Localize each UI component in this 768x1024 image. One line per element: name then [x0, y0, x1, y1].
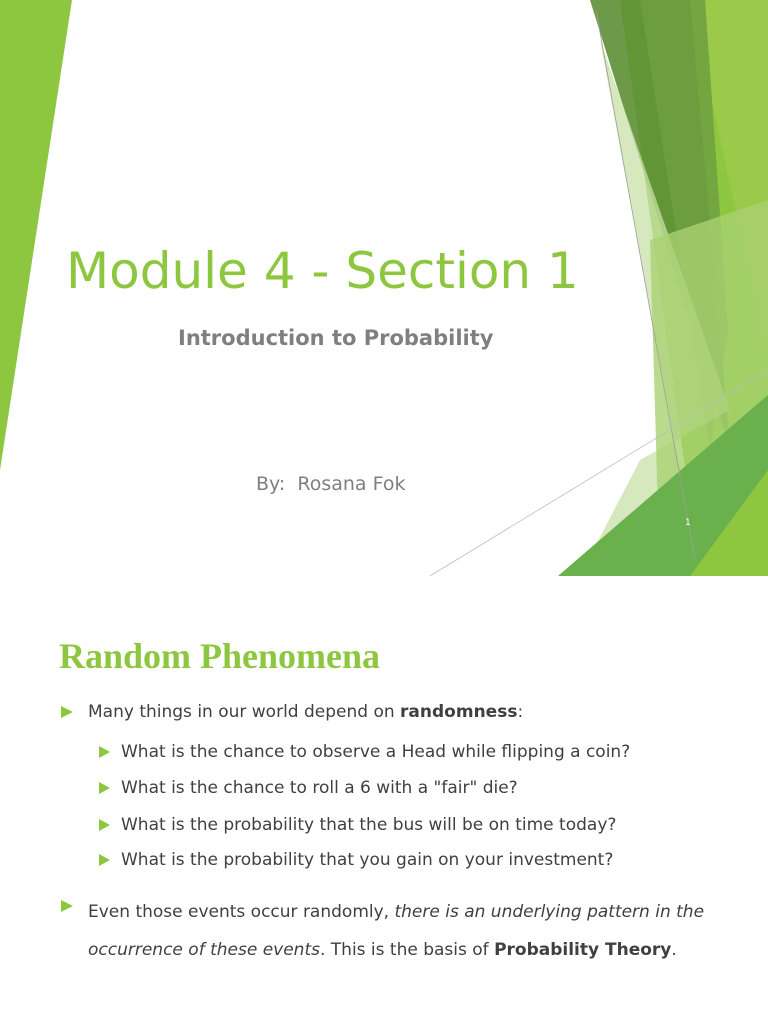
- slide-title: Module 4 - Section 1: [66, 242, 579, 300]
- sub-bullet-item: What is the probability that you gain on your investment?: [121, 850, 614, 870]
- bullet-bold-text: randomness: [400, 702, 518, 722]
- triangle-right-icon: [99, 819, 110, 831]
- sub-bullet-item: What is the chance to observe a Head while flipping a coin?: [121, 742, 631, 762]
- bullet-bold-text: Probability Theory: [494, 940, 672, 960]
- bullet-text: Even those events occur randomly,: [88, 902, 395, 922]
- author-byline: By: Rosana Fok: [256, 473, 406, 495]
- bullet-item: [88, 893, 728, 969]
- content-slide: [0, 600, 768, 1024]
- slide-heading: Random Phenomena: [59, 636, 381, 676]
- bullet-italic-text: there is an underlying pattern in the occurrence of these events: [88, 902, 705, 960]
- bullet-suffix: .: [671, 940, 677, 960]
- triangle-right-icon: [99, 746, 110, 758]
- slide-number: 1: [685, 518, 691, 528]
- bullet-suffix: :: [517, 702, 524, 722]
- bullet-text: Many things in our world depend on: [88, 702, 401, 722]
- triangle-right-icon: [61, 900, 73, 912]
- triangle-right-icon: [61, 706, 73, 718]
- triangle-right-icon: [99, 782, 110, 794]
- sub-bullet-item: What is the probability that the bus will be on time today?: [121, 815, 617, 835]
- sub-bullet-item: What is the chance to roll a 6 with a "fair" die?: [121, 778, 518, 798]
- triangle-right-icon: [99, 854, 110, 866]
- bullet-item: [88, 700, 523, 724]
- left-green-sliver: [0, 0, 72, 470]
- slide-subtitle: Introduction to Probability: [178, 326, 494, 350]
- bullet-middle-text: . This is the basis of: [319, 940, 495, 960]
